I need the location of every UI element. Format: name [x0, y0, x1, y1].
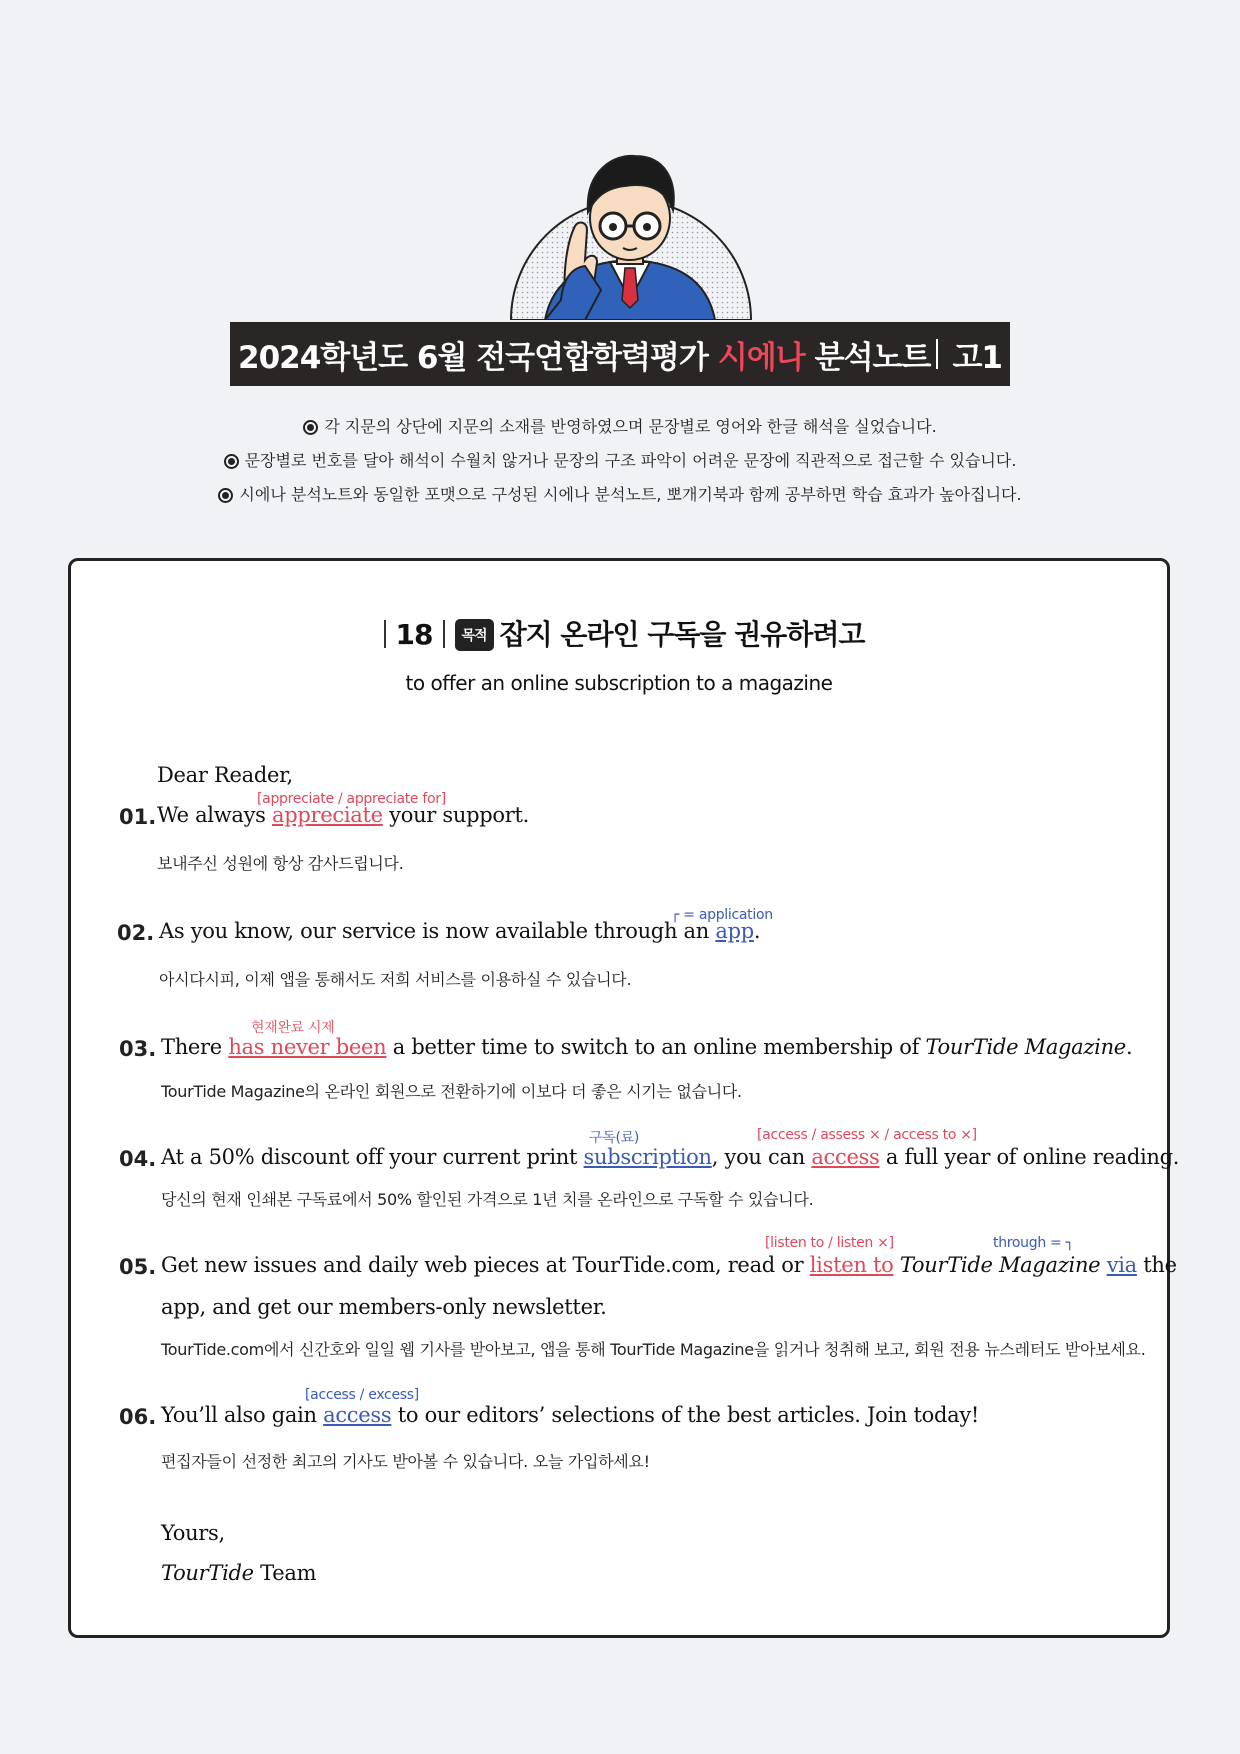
- sentence-04: At a 50% discount off your current print subscription, you can access a full year of online reading.: [161, 1145, 1180, 1169]
- highlight-word: access: [323, 1403, 392, 1427]
- highlight-word: subscription: [583, 1145, 712, 1169]
- annotation: ┌ = application: [671, 907, 773, 923]
- highlight-word: app: [715, 919, 754, 943]
- note-line: 문장별로 번호를 달아 해석이 수월치 않거나 문장의 구조 파악이 어려운 문장에 직관적으로 접근할 수 있습니다.: [0, 444, 1240, 478]
- question-title-ko: 잡지 온라인 구독을 권유하려고: [499, 618, 865, 651]
- banner-main-text: 2024학년도 6월 전국연합학력평가: [238, 339, 708, 376]
- annotation: 구독(료): [589, 1130, 639, 1146]
- intro-notes: [0, 410, 1240, 512]
- translation-02: 아시다시피, 이제 앱을 통해서도 저희 서비스를 이용하실 수 있습니다.: [159, 970, 632, 989]
- banner-separator: [936, 339, 938, 369]
- sentence-03: There has never been a better time to switch to an online membership of TourTide Magazine.: [161, 1035, 1133, 1059]
- note-line: 각 지문의 상단에 지문의 소재를 반영하였으며 문장별로 영어와 한글 해석을 실었습니다.: [0, 410, 1240, 444]
- sentence-02: As you know, our service is now available through an app.: [159, 919, 761, 943]
- question-number: 18: [395, 618, 433, 651]
- sentence-number: 02.: [117, 921, 155, 945]
- sentence-06: You’ll also gain access to our editors’ selections of the best articles. Join today!: [161, 1403, 980, 1427]
- annotation: 현재완료 시제: [251, 1020, 335, 1036]
- sentence-number: 05.: [119, 1255, 157, 1279]
- annotation: [access / assess × / access to ×]: [757, 1127, 977, 1143]
- annotation: [appreciate / appreciate for]: [257, 791, 446, 807]
- passage-card: [68, 558, 1180, 1638]
- highlight-word: has never been: [228, 1035, 387, 1059]
- annotation: through = ┐: [993, 1235, 1074, 1251]
- translation-06: 편집자들이 선정한 최고의 기사도 받아볼 수 있습니다. 오늘 가입하세요!: [161, 1452, 650, 1471]
- highlight-word: appreciate: [272, 803, 383, 827]
- question-type-tag: 목적: [455, 619, 494, 651]
- sentence-05-continued: app, and get our members-only newsletter.: [161, 1295, 607, 1319]
- sentence-number: 01.: [119, 805, 157, 829]
- annotation: [listen to / listen ×]: [765, 1235, 894, 1251]
- bullet-icon: [218, 488, 233, 503]
- letter-greeting: Dear Reader,: [157, 763, 293, 787]
- bullet-icon: [224, 454, 239, 469]
- sentence-01: We always appreciate your support.: [157, 803, 529, 827]
- banner-note-label: 분석노트: [814, 339, 931, 376]
- note-line: 시에나 분석노트와 동일한 포맷으로 구성된 시에나 분석노트, 뽀개기북과 함께 공부하면 학습 효과가 높아집니다.: [0, 478, 1240, 512]
- highlight-word: listen to: [809, 1253, 894, 1277]
- banner-grade: 고1: [952, 339, 1002, 376]
- heading-bar: [384, 620, 386, 648]
- sentence-number: 06.: [119, 1405, 157, 1429]
- teacher-mascot-illustration: [505, 150, 755, 320]
- heading-bar: [443, 620, 445, 648]
- highlight-word: via: [1106, 1253, 1137, 1277]
- translation-01: 보내주신 성원에 항상 감사드립니다.: [157, 854, 404, 873]
- letter-closing: Yours,: [161, 1521, 225, 1545]
- annotation: [access / excess]: [305, 1387, 419, 1403]
- highlight-word: access: [811, 1145, 880, 1169]
- translation-04: 당신의 현재 인쇄본 구독료에서 50% 할인된 가격으로 1년 치를 온라인으로 구독할 수 있습니다.: [161, 1190, 814, 1209]
- bullet-icon: [303, 420, 318, 435]
- banner-brand-text: 시에나: [717, 339, 805, 376]
- sentence-number: 04.: [119, 1147, 157, 1171]
- question-title-en: to offer an online subscription to a magazine: [405, 671, 833, 695]
- letter-signature: TourTide Team: [161, 1561, 317, 1585]
- sentence-05: Get new issues and daily web pieces at TourTide.com, read or listen to TourTide Magazine via the: [161, 1253, 1177, 1277]
- translation-03: TourTide Magazine의 온라인 회원으로 전환하기에 이보다 더 좋은 시기는 없습니다.: [161, 1082, 742, 1101]
- translation-05: TourTide.com에서 신간호와 일일 웹 기사를 받아보고, 앱을 통해 TourTide Magazine을 읽거나 청취해 보고, 회원 전용 뉴스레터도 받아보세요.: [161, 1340, 1146, 1359]
- sentence-number: 03.: [119, 1037, 157, 1061]
- question-heading: [71, 613, 1167, 653]
- title-banner: [230, 322, 1010, 386]
